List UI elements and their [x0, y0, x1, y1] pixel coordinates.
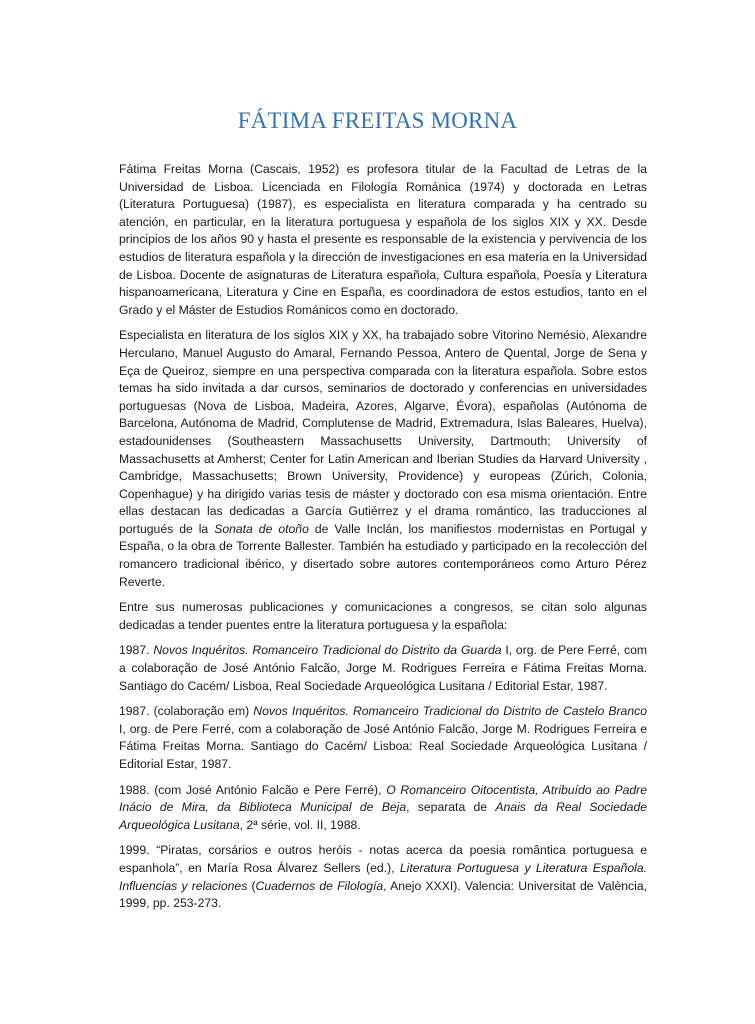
entry-text: , 2ª série, vol. II, 1988.	[239, 817, 361, 832]
page-title: FÁTIMA FREITAS MORNA	[237, 108, 518, 133]
entry-text: 1988. (com José António Falcão e Pere Ferré),	[119, 782, 387, 797]
document-body	[119, 161, 647, 921]
italic-title: Novos Inquéritos. Romanceiro Tradicional do Distrito de Castelo Branco	[253, 704, 647, 719]
entry-text: (	[247, 878, 256, 893]
publication-entry-1987-castelo-branco	[119, 703, 647, 773]
paragraph-text: Fátima Freitas Morna (Cascais, 1952) es profesora titular de la Facultad de Letras de la Universidad de Lisboa. Licenciada en Filología Románica (1974) y doctorada en Letras (Literatura Portuguesa) (1987), es especialista en literatura comparada y ha centrado su atención, en particular, en la literatura portuguesa y española de los siglos XIX y XX. Desde principios de los años 90 y hasta el presente es responsable de la existencia y pervivencia de los estudios de literatura española y la dirección de investigaciones en esa materia en la Universidad de Lisboa. Docente de asignaturas de Literatura española, Cultura española, Poesía y Literatura hispanoamericana, Literatura y Cine en España, es coordinadora de estos estudios, tanto en el Grado y el Máster de Estudios Románicos como en doctorado.	[119, 162, 647, 317]
publication-entry-1987-guarda	[119, 642, 647, 695]
paragraph-biography	[119, 161, 647, 319]
entry-text: 1999. “Piratas, corsários e outros heróis - notas acerca da poesia romântica portuguesa e espanhola”, en María Rosa Álvarez Sellers (ed.),	[119, 843, 647, 875]
italic-title: Anais da Real Sociedade Arqueológica Lusitana	[119, 800, 648, 832]
publication-entry-1988	[119, 782, 647, 835]
italic-title: O Romanceiro Oitocentista, Atribuído ao Padre Inácio de Mira, da Biblioteca Municipal de Beja	[119, 782, 647, 815]
publication-entry-1999	[119, 842, 647, 912]
italic-title: Literatura Portuguesa y Literatura Española. Influencias y relaciones	[119, 860, 647, 893]
paragraph-text: de Valle Inclán, los manifiestos modernistas en Portugal y España, o la obra de Torrente Ballester. También ha estudiado y participado en la recolección del romancero tradicional ibérico, y disertado sobre autores contemporáneos como Arturo Pérez Reverte.	[119, 521, 647, 589]
paragraph-publications-intro	[119, 599, 647, 634]
italic-title: Novos Inquéritos. Romanceiro Tradicional do Distrito da Guarda	[153, 643, 502, 658]
entry-text: , Anejo XXXI). Valencia: Universitat de València, 1999, pp. 253-273.	[119, 878, 647, 911]
entry-text: I, org. de Pere Ferré, com a colaboração de José António Falcão, Jorge M. Rodrigues Ferreira e Fátima Freitas Morna. Santiago do Cacém/ Lisboa, Real Sociedade Arqueológica Lusitana / Editorial Estar, 1987.	[119, 643, 647, 693]
paragraph-text: Especialista en literatura de los siglos XIX y XX, ha trabajado sobre Vitorino Nemésio, Alexandre Herculano, Manuel Augusto do Amaral, Fernando Pessoa, Antero de Quental, Jorge de Sena y Eça de Queiroz, siempre en una perspectiva comparada con la literatura española. Sobre estos temas ha sido invitada a dar cursos, seminarios de doctorado y conferencias en universidades portuguesas (Nova de Lisboa, Madeira, Azores, Algarve, Évora), españolas (Autónoma de Barcelona, Autónoma de Madrid, Complutense de Madrid, Extremadura, Islas Baleares, Huelva), estadounidenses (Southeastern Massachusetts University, Dartmouth; University of Massachusetts at Amherst; Center for Latin American and Iberian Studies da Harvard University , Cambridge, Massachusetts; Brown University, Providence) y europeas (Zúrich, Colonia, Copenhague) y ha dirigido varias tesis de máster y doctorado con esa misma orientación. Entre ellas destacan las dedicadas a García Gutiérrez y el drama romántico, las traducciones al portugués de la	[119, 328, 647, 536]
entry-text: , separata de	[406, 800, 496, 815]
entry-text: 1987. (colaboração em)	[119, 704, 254, 719]
paragraph-text: Entre sus numerosas publicaciones y comunicaciones a congresos, se citan solo algunas dedicadas a tender puentes entre la literatura portuguesa y la española:	[119, 600, 647, 632]
paragraph-specialization	[119, 327, 647, 591]
italic-title: Sonata de otoño	[214, 521, 309, 536]
italic-title: Cuadernos de Filología	[255, 878, 384, 893]
entry-text: 1987.	[119, 643, 154, 658]
entry-text: I, org. de Pere Ferré, com a colaboração de José António Falcão, Jorge M. Rodrigues Ferreira e Fátima Freitas Morna. Santiago do Cacém/ Lisboa: Real Sociedade Arqueológica Lusitana / Editorial Estar, 1987.	[119, 721, 647, 771]
